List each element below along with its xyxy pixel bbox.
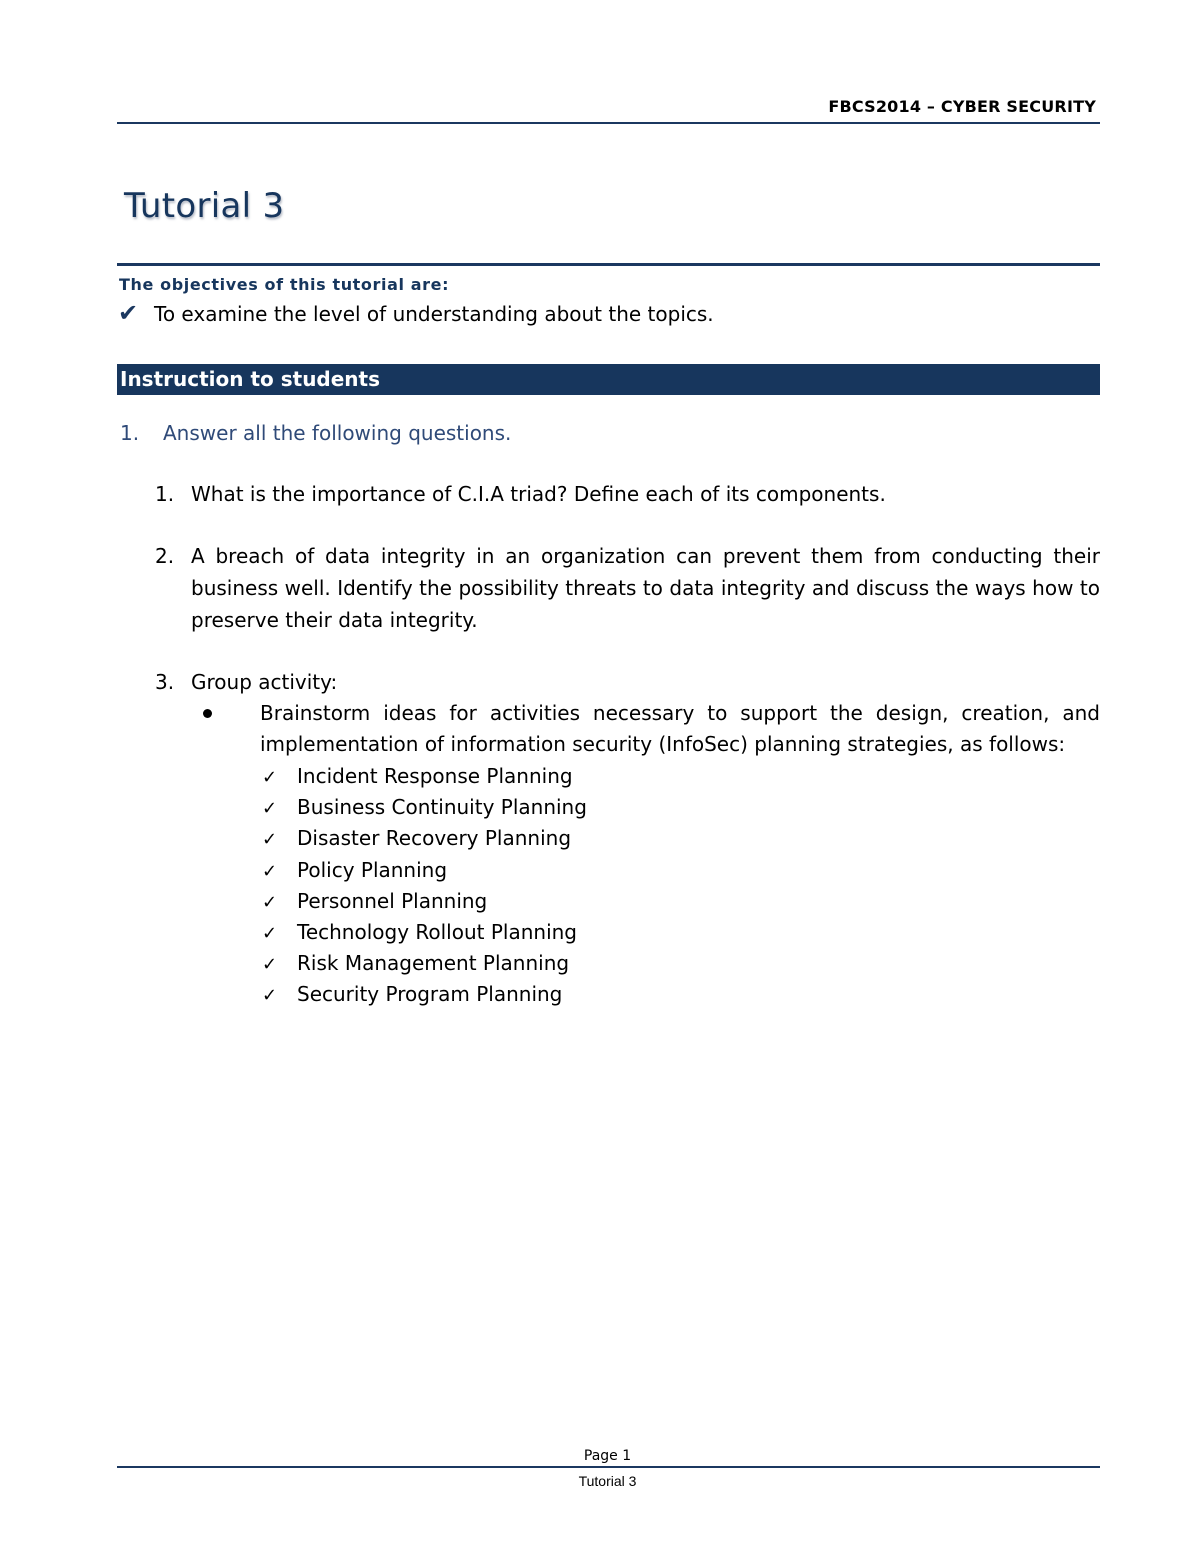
objective-text: To examine the level of understanding about the topics. <box>154 302 714 326</box>
list-item: ✓ Incident Response Planning <box>262 761 587 792</box>
bullet-text: Brainstorm ideas for activities necessary to support the design, creation, and implementation of information security (InfoSec) planning strategies, as follows: <box>260 701 1100 756</box>
question-number: 3. <box>155 670 175 694</box>
list-item: ✓ Technology Rollout Planning <box>262 917 587 948</box>
checkmark-icon: ✓ <box>262 954 278 976</box>
title-rule <box>117 263 1100 266</box>
checkmark-icon: ✓ <box>262 767 278 788</box>
checkmark-icon: ✓ <box>262 891 278 913</box>
objective-item <box>118 298 714 329</box>
planning-checklist <box>262 761 587 1011</box>
question-2 <box>155 540 1100 636</box>
list-item: ✓ Policy Planning <box>262 855 587 886</box>
footer-title: Tutorial 3 <box>578 1473 637 1489</box>
question-number: 2. <box>155 544 175 568</box>
list-item: ✓ Personnel Planning <box>262 886 587 917</box>
bullet-dot-icon <box>203 709 212 718</box>
page-title: Tutorial 3 <box>124 186 285 226</box>
page-number: Page 1 <box>583 1448 632 1464</box>
section-heading-bar <box>117 364 1100 395</box>
header-rule <box>117 122 1100 124</box>
question-3 <box>155 666 1100 698</box>
checkmark-icon: ✔ <box>118 299 139 327</box>
footer-rule <box>117 1466 1100 1468</box>
checkmark-icon: ✓ <box>262 860 278 882</box>
list-item: ✓ Disaster Recovery Planning <box>262 823 587 854</box>
question-text: What is the importance of C.I.A triad? Define each of its components. <box>191 482 886 506</box>
question-number: 1. <box>155 482 175 506</box>
question-1 <box>155 478 1100 510</box>
objectives-label: The objectives of this tutorial are: <box>119 275 450 294</box>
list-item: ✓ Business Continuity Planning <box>262 792 587 823</box>
instruction-text: Answer all the following questions. <box>163 421 512 445</box>
checkmark-icon: ✓ <box>262 798 278 820</box>
question-text: Group activity: <box>191 670 338 694</box>
group-activity-bullet <box>200 698 1100 760</box>
instruction-number: 1. <box>120 421 140 445</box>
question-text: A breach of data integrity in an organization can prevent them from conducting their business well. Identify the possibility threats to data integrity and discuss the ways how to preserve their data integrity. <box>191 544 1100 632</box>
list-item: ✓ Risk Management Planning <box>262 948 587 979</box>
section-heading: Instruction to students <box>120 367 381 391</box>
course-header: FBCS2014 – CYBER SECURITY <box>828 97 1096 116</box>
instruction-item <box>120 421 511 445</box>
checkmark-icon: ✓ <box>262 985 278 1007</box>
checkmark-icon: ✓ <box>262 922 278 944</box>
list-item: ✓ Security Program Planning <box>262 979 587 1010</box>
checkmark-icon: ✓ <box>262 829 278 851</box>
